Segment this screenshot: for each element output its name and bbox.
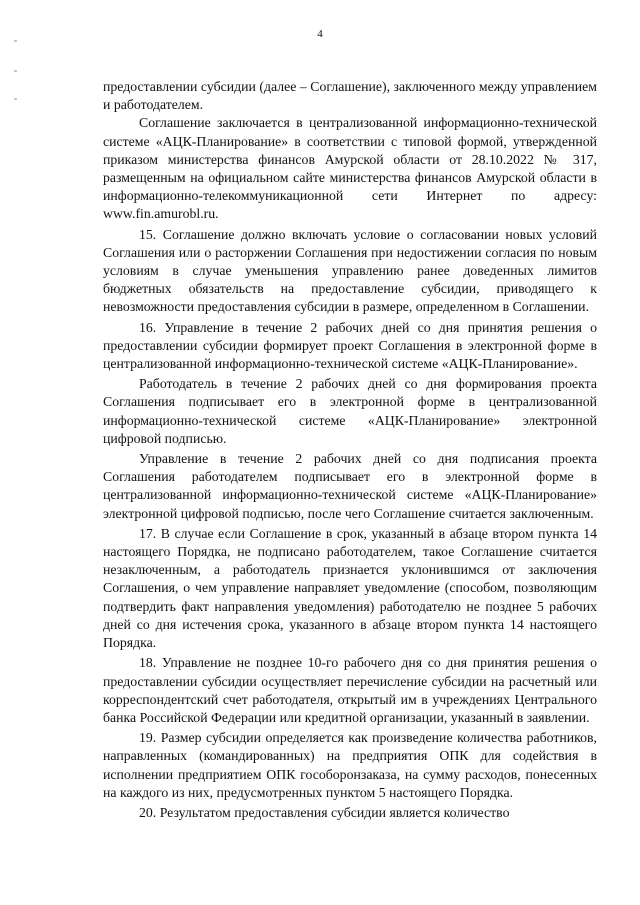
page-number: 4: [317, 28, 323, 40]
scan-artifact: [14, 98, 17, 100]
paragraph-employer-signs: Работодатель в течение 2 рабочих дней со дня формирования проекта Соглашения подписывает его в электронной форме в централизованной информационно-технической системе «АЦК-Планирование» электронной цифровой подписью.: [103, 376, 597, 446]
paragraph-20: 20. Результатом предоставления субсидии является количество: [139, 804, 510, 820]
paragraph-19: 19. Размер субсидии определяется как произведение количества работников, направленных (командированных) на предприятия ОПК для содействия в исполнении предприятием ОПК гособоронзаказа, на сумму расходов, понесенных на каждого из них, предусмотренных пунктом 5 настоящего Порядка.: [103, 730, 597, 800]
scan-artifact: [14, 40, 17, 42]
paragraph-18: 18. Управление не позднее 10-го рабочего дня со дня принятия решения о предоставлении субсидии осуществляет перечисление субсидии на расчетный или корреспондентский счет работодателя, открытый им в учреждениях Центрального банка Российской Федерации или кредитной организации, указанный в заявлении.: [103, 655, 597, 725]
document-body: [103, 78, 597, 822]
paragraph-agreement-system: Соглашение заключается в централизованной информационно-технической системе «АЦК-Планирование» в соответствии с типовой формой, утвержденной приказом министерства финансов Амурской области от 28.10.2022 № 317, размещенным на официальном сайте министерства финансов Амурской области в информационно-телекоммуникационной сети Интернет по адресу: www.fin.amurobl.ru.: [103, 115, 597, 222]
paragraph-continuation: предоставлении субсидии (далее – Соглашение), заключенного между управлением и работодателем.: [103, 79, 597, 113]
paragraph-17: 17. В случае если Соглашение в срок, указанный в абзаце втором пункта 14 настоящего Порядка, не подписано работодателем, такое Соглашение считается незаключенным, а работодатель признается уклонившимся от заключения Соглашения, о чем управление направляет уведомление (способом, позволяющим подтвердить факт направления уведомления) работодателю не позднее 5 рабочих дней со дня истечения срока, указанного в абзаце втором пункта 14 настоящего Порядка.: [103, 525, 597, 651]
paragraph-16: 16. Управление в течение 2 рабочих дней со дня принятия решения о предоставлении субсидии формирует проект Соглашения в электронной форме в централизованной информационно-технической системе «АЦК-Планирование».: [103, 319, 597, 372]
scan-artifact: [14, 70, 17, 72]
paragraph-15: 15. Соглашение должно включать условие о согласовании новых условий Соглашения или о расторжении Соглашения при недостижении согласия по новым условиям в случае уменьшения управлению ранее доведенных лимитов бюджетных обязательств на предоставление субсидии, приводящего к невозможности предоставления субсидии в размере, определенном в Соглашении.: [103, 226, 597, 315]
paragraph-department-signs: Управление в течение 2 рабочих дней со дня подписания проекта Соглашения работодателем подписывает его в электронной форме в централизованной информационно-технической системе «АЦК-Планирование» электронной цифровой подписью, после чего Соглашение считается заключенным.: [103, 451, 597, 521]
